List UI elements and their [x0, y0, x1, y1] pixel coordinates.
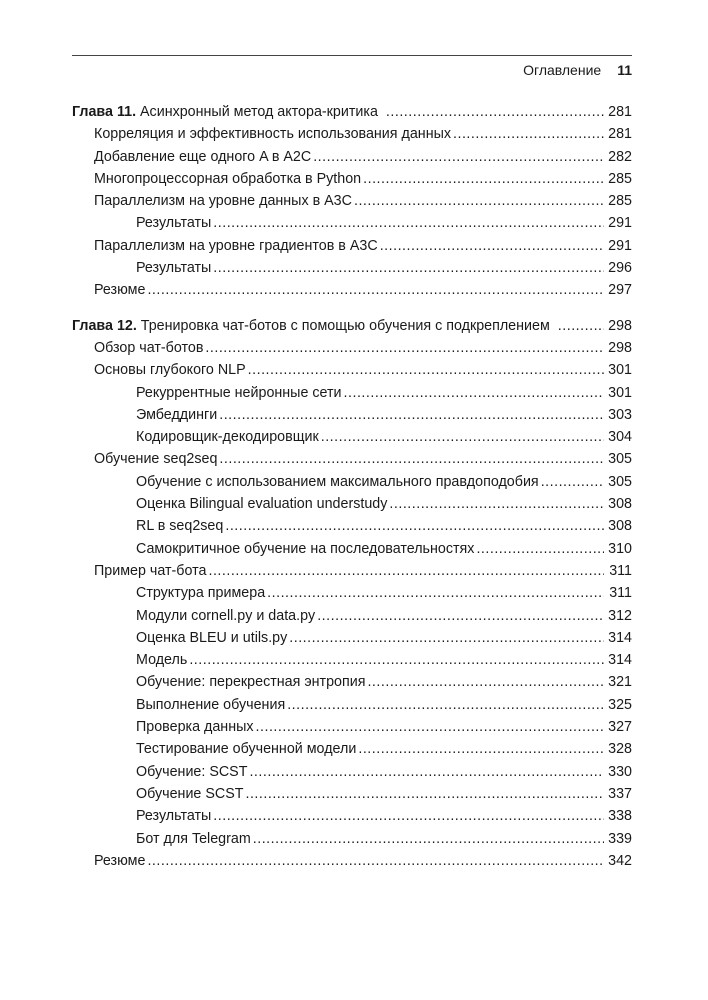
dot-leader [558, 315, 604, 337]
toc-entry-label: Глава 11. Асинхронный метод актора-критика [72, 104, 378, 120]
running-head-title: Оглавление [523, 62, 602, 78]
toc-entry[interactable] [72, 190, 632, 212]
toc-page-number: 314 [608, 629, 632, 646]
toc-page-number: 301 [608, 362, 632, 379]
toc-entry-label: Оценка Bilingual evaluation understudy [136, 496, 388, 513]
toc-entry-label: Выполнение обучения [136, 696, 286, 713]
dot-leader [321, 426, 604, 448]
toc-entry[interactable] [72, 235, 632, 257]
toc-page-number: 330 [608, 763, 632, 780]
dot-leader [256, 716, 604, 738]
toc-page-number: 327 [608, 719, 632, 736]
toc-entry[interactable] [72, 671, 632, 693]
toc-entry[interactable] [72, 426, 632, 448]
dot-leader [354, 190, 604, 212]
toc-entry-label: Пример чат-бота [94, 562, 207, 579]
toc-page-number: 297 [608, 282, 632, 299]
toc-entry[interactable] [72, 627, 632, 649]
toc-entry-label: Параллелизм на уровне данных в A3C [94, 193, 352, 210]
toc-entry[interactable] [72, 805, 632, 827]
dot-leader [253, 828, 604, 850]
dot-leader [453, 123, 604, 145]
table-of-contents [72, 101, 632, 872]
dot-leader [213, 805, 604, 827]
dot-leader [476, 538, 604, 560]
dot-leader [358, 738, 604, 760]
toc-page-number: 291 [608, 215, 632, 232]
toc-entry-label: Обучение SCST [136, 785, 244, 802]
dot-leader [225, 515, 604, 537]
toc-entry-label: Обучение: перекрестная энтропия [136, 674, 366, 691]
toc-page-number: 285 [608, 193, 632, 210]
toc-entry[interactable] [72, 738, 632, 760]
toc-entry[interactable] [72, 560, 632, 582]
dot-leader [245, 783, 604, 805]
toc-entry-label: Корреляция и эффективность использования данных [94, 126, 452, 143]
dot-leader [208, 560, 604, 582]
toc-entry[interactable] [72, 493, 632, 515]
dot-leader [389, 493, 604, 515]
toc-page-number: 312 [608, 607, 632, 624]
dot-leader [344, 382, 604, 404]
toc-entry[interactable] [72, 649, 632, 671]
toc-entry[interactable] [72, 212, 632, 234]
dot-leader [205, 337, 604, 359]
toc-entry[interactable] [72, 404, 632, 426]
toc-entry-label: Рекуррентные нейронные сети [136, 384, 342, 401]
chapter-number: Глава 11. [72, 104, 137, 120]
toc-page-number: 310 [608, 540, 632, 557]
dot-leader [219, 404, 604, 426]
toc-page-number: 298 [608, 339, 632, 356]
dot-leader [541, 471, 604, 493]
toc-page-number: 281 [608, 104, 632, 120]
dot-leader [249, 761, 604, 783]
toc-page-number: 308 [608, 496, 632, 513]
dot-leader [367, 671, 604, 693]
toc-entry[interactable] [72, 279, 632, 301]
toc-page-number: 303 [608, 406, 632, 423]
toc-entry[interactable] [72, 359, 632, 381]
toc-entry[interactable] [72, 123, 632, 145]
toc-entry[interactable] [72, 716, 632, 738]
toc-entry-label: Тестирование обученной модели [136, 741, 357, 758]
toc-page-number: 314 [608, 652, 632, 669]
dot-leader [380, 235, 604, 257]
toc-page-number: 291 [608, 237, 632, 254]
toc-entry-label: Результаты [136, 808, 212, 825]
toc-entry-label: Эмбеддинги [136, 406, 218, 423]
toc-entry[interactable] [72, 828, 632, 850]
toc-entry[interactable] [72, 257, 632, 279]
toc-entry-label: Самокритичное обучение на последовательностях [136, 540, 475, 557]
toc-entry[interactable] [72, 146, 632, 168]
dot-leader [213, 212, 604, 234]
toc-page-number: 296 [608, 260, 632, 277]
dot-leader [386, 101, 604, 123]
toc-page-number: 325 [608, 696, 632, 713]
toc-entry-label: RL в seq2seq [136, 518, 224, 535]
toc-page-number: 311 [609, 562, 632, 579]
toc-entry[interactable] [72, 382, 632, 404]
toc-page-number: 338 [608, 808, 632, 825]
dot-leader [147, 279, 604, 301]
dot-leader [219, 448, 604, 470]
toc-page-number: 304 [608, 429, 632, 446]
toc-page-number: 298 [608, 317, 632, 334]
toc-entry-label: Основы глубокого NLP [94, 362, 246, 379]
toc-entry-label: Обучение seq2seq [94, 451, 218, 468]
dot-leader [363, 168, 604, 190]
toc-page-number: 342 [608, 852, 632, 869]
toc-entry-label: Результаты [136, 260, 212, 277]
toc-page-number: 305 [608, 473, 632, 490]
toc-page-number: 337 [608, 785, 632, 802]
chapter-spacer [72, 302, 632, 315]
toc-entry-label: Резюме [94, 852, 146, 869]
toc-page-number: 311 [609, 585, 632, 602]
toc-entry[interactable] [72, 783, 632, 805]
toc-entry[interactable] [72, 515, 632, 537]
toc-entry-label: Структура примера [136, 585, 266, 602]
dot-leader [189, 649, 604, 671]
toc-entry-label: Добавление еще одного A в A2C [94, 148, 312, 165]
chapter-number: Глава 12. [72, 317, 137, 334]
dot-leader [313, 146, 604, 168]
toc-entry[interactable] [72, 337, 632, 359]
running-head [523, 62, 632, 78]
toc-entry-label: Кодировщик-декодировщик [136, 429, 319, 446]
dot-leader [287, 694, 604, 716]
toc-entry-label: Результаты [136, 215, 212, 232]
toc-entry[interactable] [72, 605, 632, 627]
toc-entry[interactable] [72, 168, 632, 190]
dot-leader [213, 257, 604, 279]
toc-page-number: 339 [608, 830, 632, 847]
toc-entry-label: Оценка BLEU и utils.py [136, 629, 288, 646]
toc-entry-label: Обучение: SCST [136, 763, 248, 780]
toc-entry[interactable] [72, 448, 632, 470]
toc-chapter-entry[interactable] [72, 315, 632, 337]
toc-entry-label: Модель [136, 652, 188, 669]
toc-entry[interactable] [72, 471, 632, 493]
toc-entry[interactable] [72, 694, 632, 716]
toc-page-number: 285 [608, 170, 632, 187]
toc-entry[interactable] [72, 850, 632, 872]
toc-entry-label: Модули cornell.py и data.py [136, 607, 316, 624]
toc-page-number: 308 [608, 518, 632, 535]
toc-entry[interactable] [72, 761, 632, 783]
toc-page-number: 321 [608, 674, 632, 691]
toc-entry-label: Проверка данных [136, 719, 254, 736]
toc-entry-label: Многопроцессорная обработка в Python [94, 170, 362, 187]
toc-entry-label: Обзор чат-ботов [94, 339, 204, 356]
toc-page-number: 301 [608, 384, 632, 401]
toc-page-number: 282 [608, 148, 632, 165]
dot-leader [248, 359, 604, 381]
toc-entry-label: Параллелизм на уровне градиентов в A3C [94, 237, 378, 254]
toc-entry[interactable] [72, 538, 632, 560]
page-number: 11 [617, 62, 632, 78]
toc-entry-label: Глава 12. Тренировка чат-ботов с помощью обучения с подкреплением [72, 317, 550, 334]
toc-entry-label: Бот для Telegram [136, 830, 251, 847]
toc-entry-label: Резюме [94, 282, 146, 299]
toc-page-number: 305 [608, 451, 632, 468]
header-rule [72, 55, 632, 56]
dot-leader [317, 605, 604, 627]
toc-entry-label: Обучение с использованием максимального правдоподобия [136, 473, 539, 490]
toc-chapter-entry[interactable] [72, 101, 632, 123]
dot-leader [147, 850, 604, 872]
toc-page-number: 328 [608, 741, 632, 758]
toc-page-number: 281 [608, 126, 632, 143]
dot-leader [267, 582, 604, 604]
toc-entry[interactable] [72, 582, 632, 604]
dot-leader [289, 627, 604, 649]
